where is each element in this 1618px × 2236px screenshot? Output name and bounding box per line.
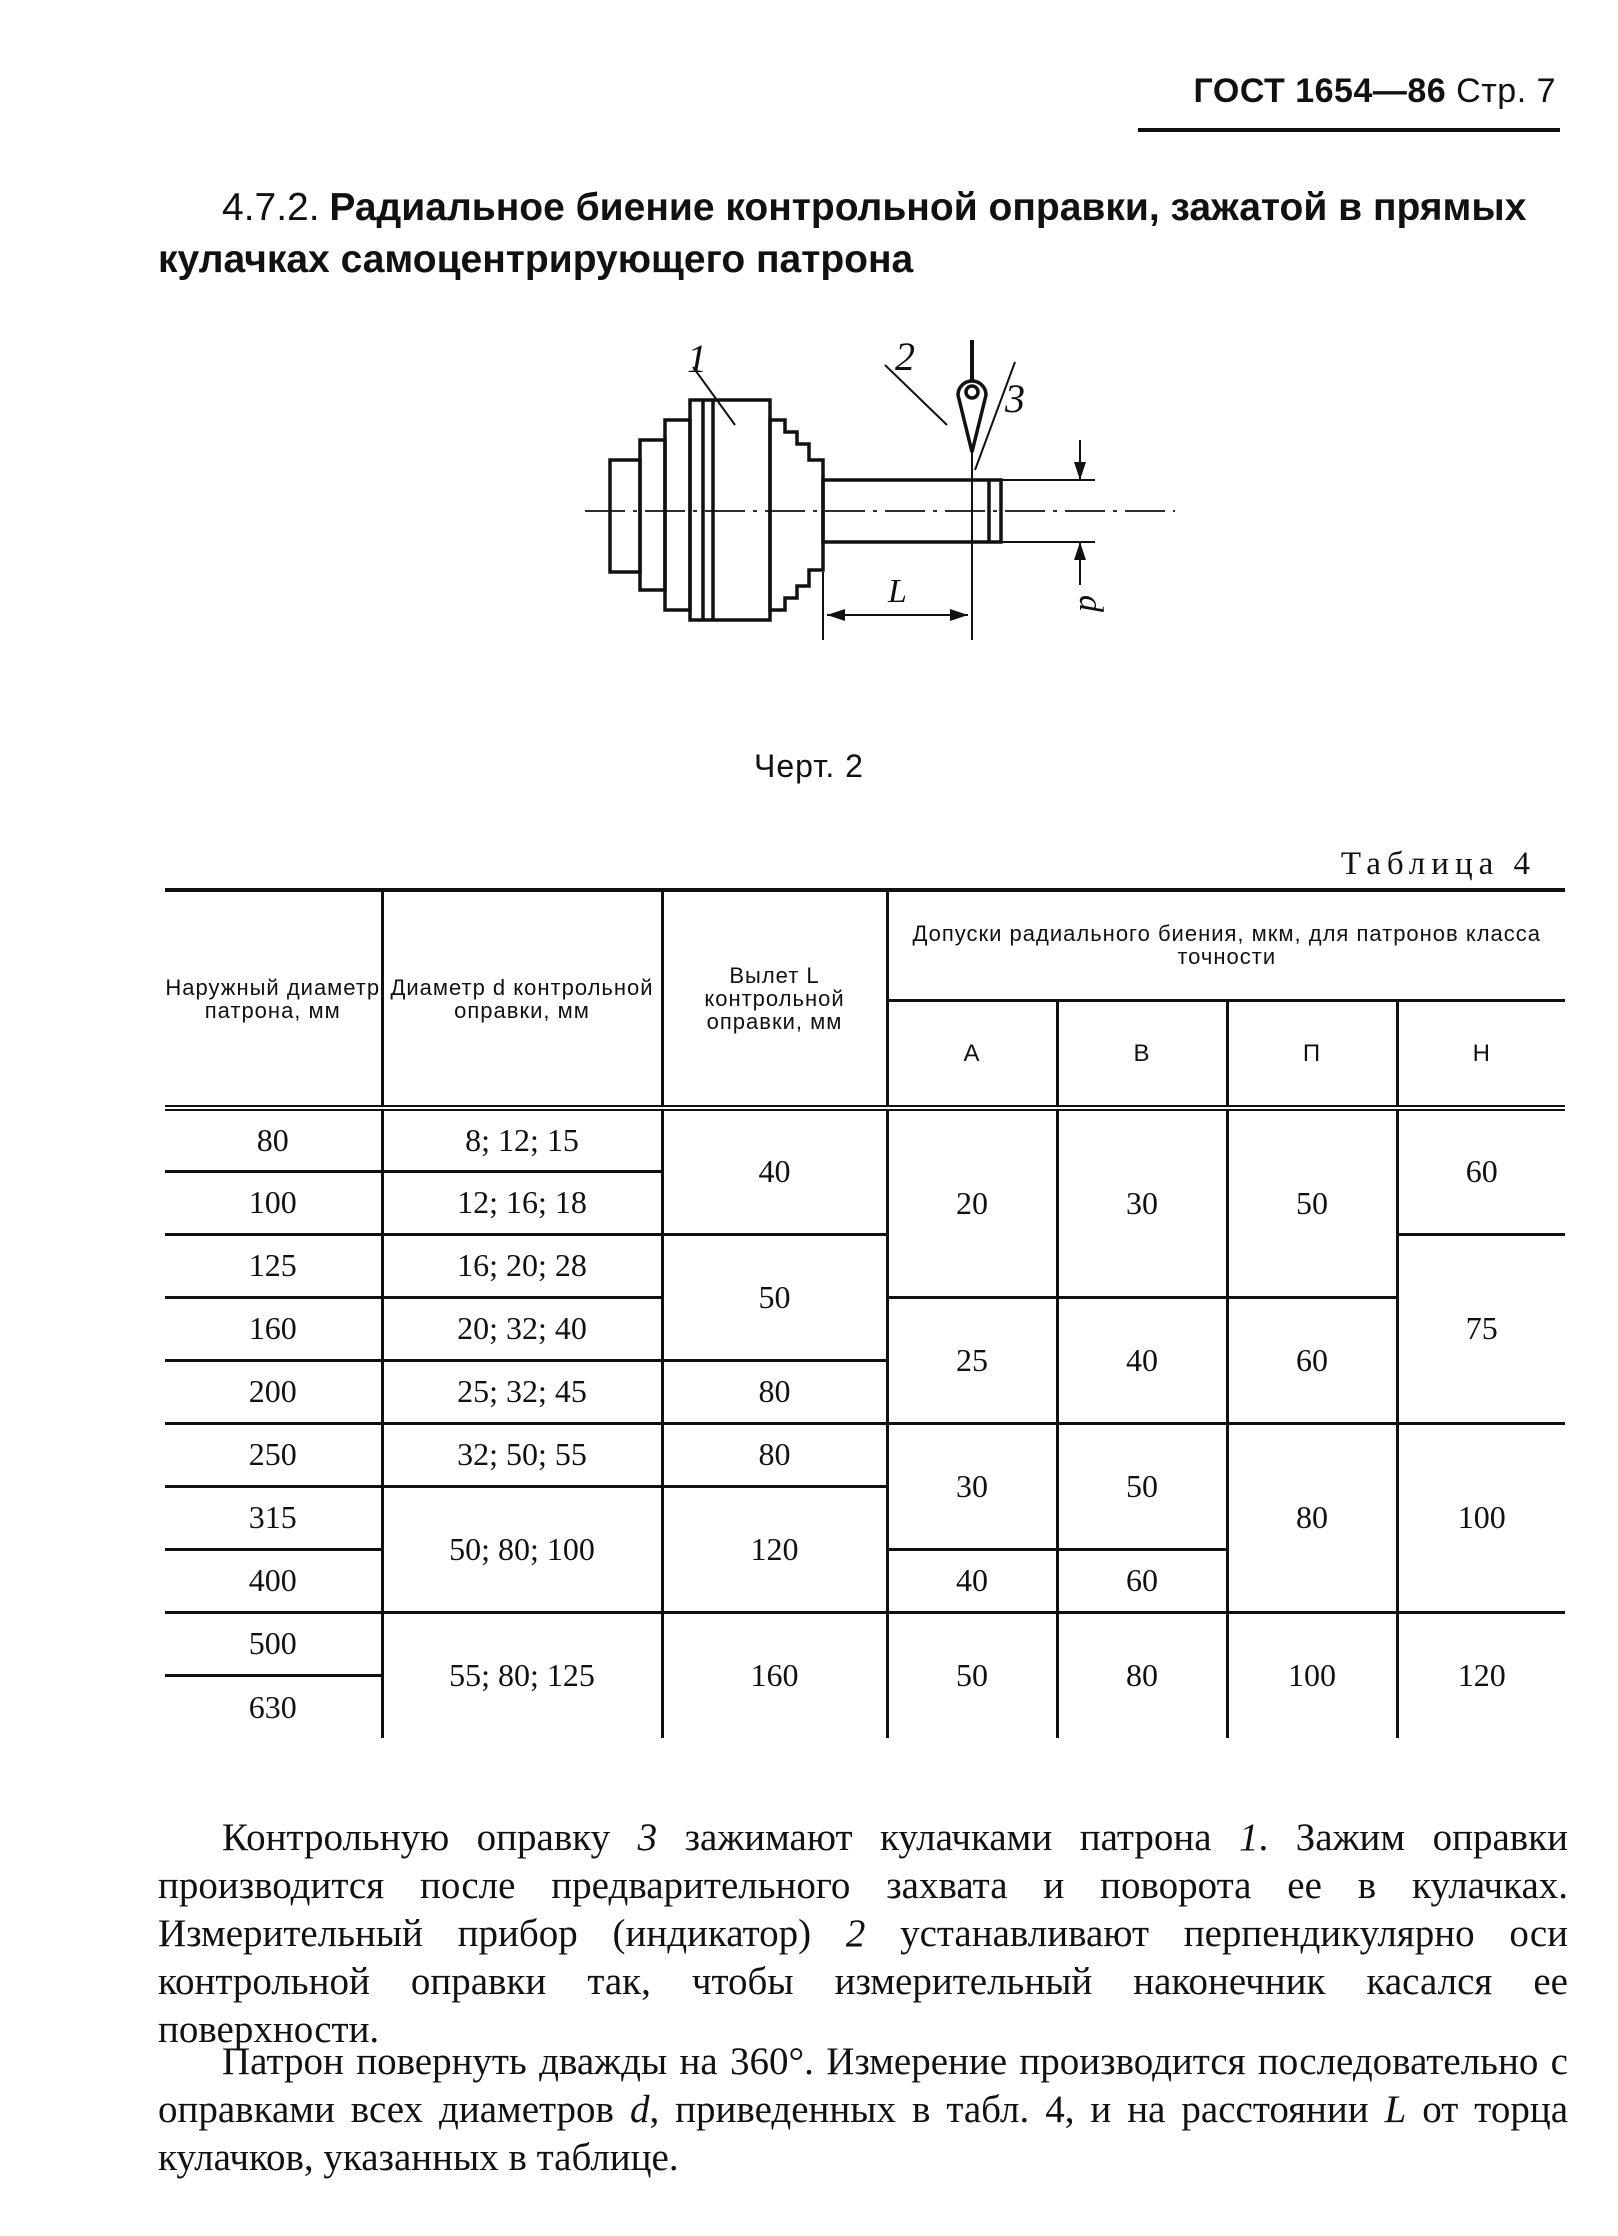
cell-class-A: 40: [887, 1549, 1057, 1612]
section-number: 4.7.2.: [222, 186, 320, 229]
p1-text-a: Контрольную оправку: [222, 1816, 611, 1859]
cell-class-P: 80: [1227, 1423, 1397, 1612]
cell-outer-diameter: 400: [165, 1549, 382, 1612]
p1-text-d: устанавливают перпендикулярно оси контрольной оправки так, чтобы измерительный наконечник касался ее поверхности.: [158, 1912, 1569, 2051]
section-title: Радиальное биение контрольной оправки, зажатой в прямых кулачках самоцентрирующего патрона: [158, 186, 1527, 281]
header-overhang: Вылет L контрольной оправки, мм: [662, 890, 887, 1108]
header-class-P: П: [1227, 1000, 1397, 1108]
cell-mandrel-diameter: 20; 32; 40: [382, 1297, 662, 1360]
chuck-jaws: [770, 420, 823, 610]
cell-mandrel-diameter: 8; 12; 15: [382, 1108, 662, 1171]
spindle-flange: [610, 460, 640, 572]
cell-outer-diameter: 100: [165, 1171, 382, 1234]
table-label: Таблица 4: [1340, 846, 1536, 882]
cell-mandrel-diameter: 16; 20; 28: [382, 1234, 662, 1297]
cell-overhang: 80: [662, 1360, 887, 1423]
cell-class-B: 40: [1057, 1297, 1227, 1423]
ref-indicator-2: 2: [845, 1912, 866, 1955]
cell-mandrel-diameter: 12; 16; 18: [382, 1171, 662, 1234]
label-3: 3: [1005, 376, 1025, 421]
cell-mandrel-diameter: 55; 80; 125: [382, 1612, 662, 1738]
cell-class-B: 50: [1057, 1423, 1227, 1549]
header-class-N: Н: [1397, 1000, 1565, 1108]
cell-class-N: 100: [1397, 1423, 1565, 1612]
cell-class-A: 30: [887, 1423, 1057, 1549]
table-row: [165, 1423, 1565, 1486]
p2-text-a: Патрон повернуть дважды на 360°. Измерение производится последовательно с оправками всех диаметров: [158, 2040, 1568, 2131]
header-mandrel-diameter: Диаметр d контрольной оправки, мм: [382, 890, 662, 1108]
cell-class-N: 60: [1397, 1108, 1565, 1234]
cell-mandrel-diameter: 50; 80; 100: [382, 1486, 662, 1612]
cell-class-A: 25: [887, 1297, 1057, 1423]
cell-outer-diameter: 125: [165, 1234, 382, 1297]
cell-outer-diameter: 160: [165, 1297, 382, 1360]
header-rule: [1138, 128, 1560, 132]
cell-class-B: 80: [1057, 1612, 1227, 1738]
page-number: Стр. 7: [1456, 72, 1556, 110]
paragraph-1: [158, 1814, 1568, 2054]
header-class-B: В: [1057, 1000, 1227, 1108]
dim-L: L: [888, 573, 907, 610]
ref-mandrel-3: 3: [637, 1816, 658, 1859]
chuck-runout-drawing: [575, 340, 1195, 720]
p1-text-c: . Зажим оправки производится после предварительного захвата и поворота ее в кулачках. Измерительный прибор (индикатор): [158, 1816, 1568, 1955]
p2-text-b: , приведенных в табл. 4, и на расстоянии: [649, 2088, 1369, 2131]
cell-outer-diameter: 80: [165, 1108, 382, 1171]
ref-diameter-d: d: [629, 2088, 650, 2131]
cell-class-P: 100: [1227, 1612, 1397, 1738]
cell-overhang: 50: [662, 1234, 887, 1360]
header-tolerances: Допуски радиального биения, мкм, для патронов класса точности: [887, 890, 1565, 1000]
cell-outer-diameter: 500: [165, 1612, 382, 1675]
cell-overhang: 40: [662, 1108, 887, 1234]
standard-number: ГОСТ 1654—86: [1193, 72, 1447, 110]
cell-class-A: 20: [887, 1108, 1057, 1297]
cell-outer-diameter: 315: [165, 1486, 382, 1549]
dim-d: d: [1072, 595, 1109, 612]
p2-text-c: от торца кулачков, указанных в таблице.: [158, 2088, 1569, 2179]
ref-length-L: L: [1384, 2088, 1407, 2131]
cell-class-N: 75: [1397, 1234, 1565, 1423]
indicator: [958, 381, 986, 452]
p1-text-b: зажимают кулачками патрона: [684, 1816, 1212, 1859]
cell-overhang: 120: [662, 1486, 887, 1612]
cell-outer-diameter: 250: [165, 1423, 382, 1486]
ref-chuck-1: 1: [1239, 1816, 1259, 1859]
cell-class-P: 60: [1227, 1297, 1397, 1423]
cell-mandrel-diameter: 32; 50; 55: [382, 1423, 662, 1486]
cell-overhang: 80: [662, 1423, 887, 1486]
header-class-A: А: [887, 1000, 1057, 1108]
cell-class-A: 50: [887, 1612, 1057, 1738]
cell-class-N: 120: [1397, 1612, 1565, 1738]
label-2: 2: [895, 340, 915, 379]
tolerance-table: [165, 888, 1565, 1768]
table-row: [165, 1108, 1565, 1171]
cell-outer-diameter: 200: [165, 1360, 382, 1423]
cell-class-B: 30: [1057, 1108, 1227, 1297]
paragraph-2: [158, 2038, 1568, 2182]
header-outer-diameter: Наружный диаметр патрона, мм: [165, 890, 382, 1108]
table-row: [165, 1612, 1565, 1675]
cell-mandrel-diameter: 25; 32; 45: [382, 1360, 662, 1423]
cell-class-B: 60: [1057, 1549, 1227, 1612]
cell-outer-diameter: 630: [248, 1688, 297, 1725]
page-header: [1194, 72, 1556, 111]
cell-class-P: 50: [1227, 1108, 1397, 1297]
figure-caption: Черт. 2: [754, 748, 864, 784]
section-heading: [158, 182, 1578, 286]
cell-overhang: 160: [662, 1612, 887, 1738]
label-1: 1: [687, 340, 707, 381]
